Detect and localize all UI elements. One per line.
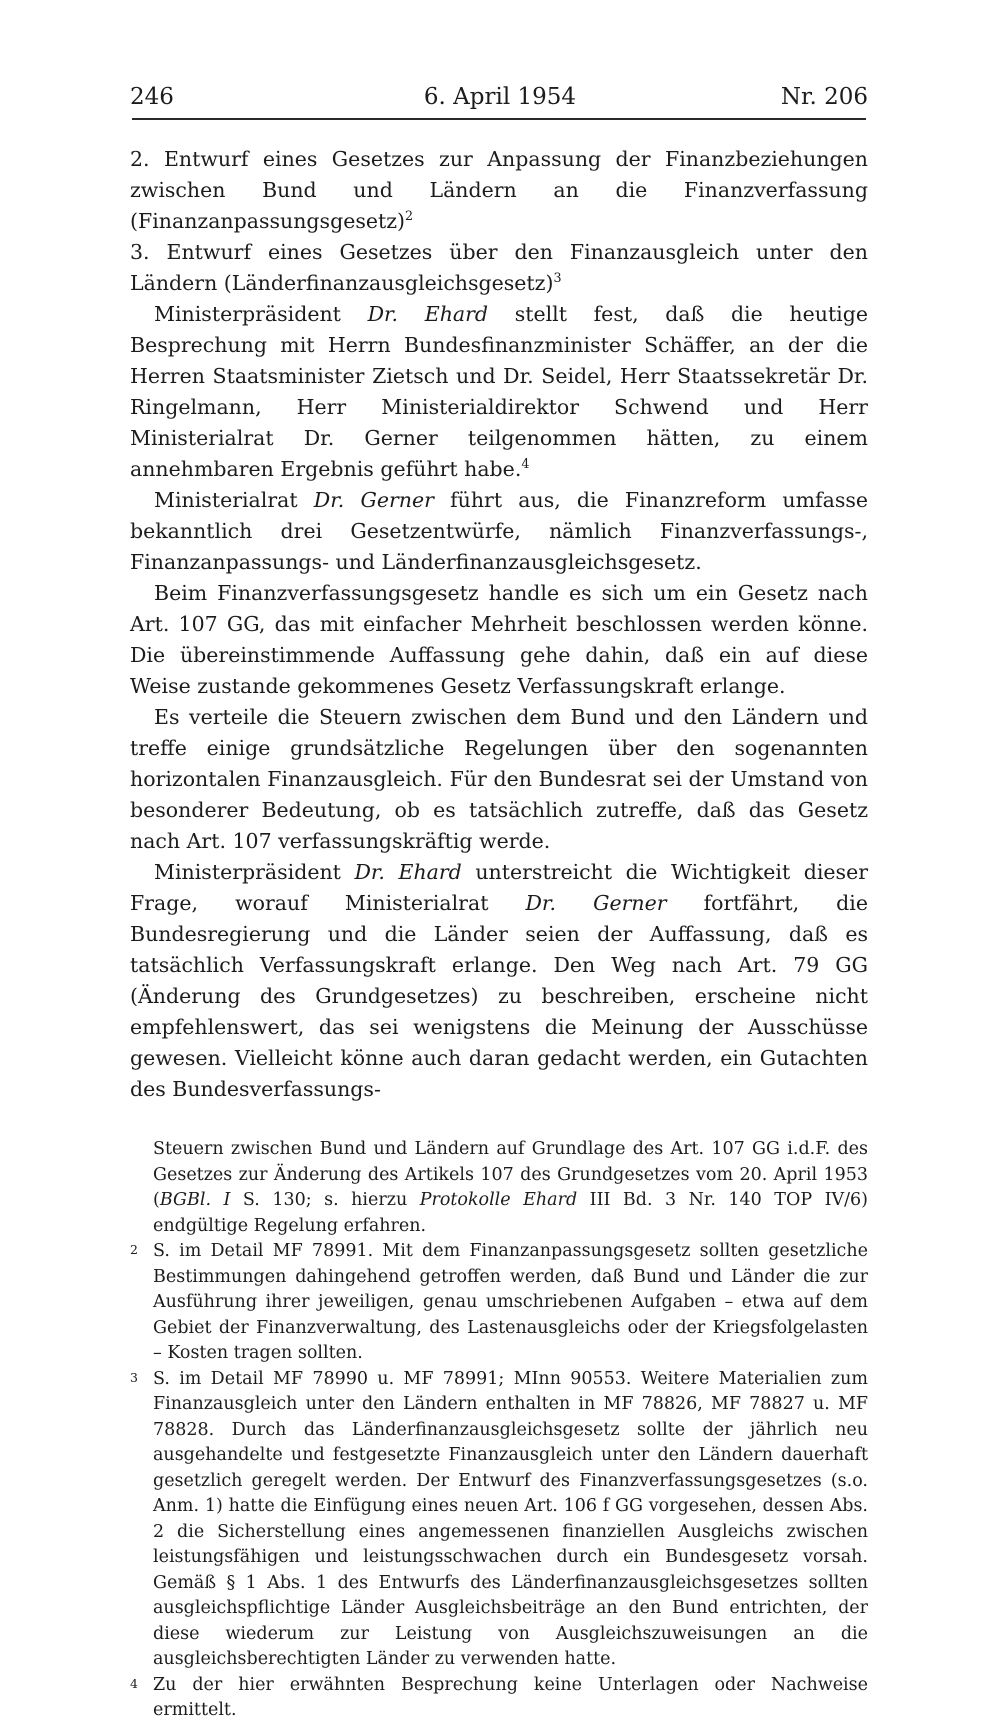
page-number: 246 [130,84,174,110]
footnote-3 [130,1367,868,1673]
text-segment: Ministerpräsident [154,860,355,884]
footnote-continuation [153,1137,868,1239]
footnote-text [153,1369,868,1670]
text-segment: S. im Detail MF 78991. Mit dem Finanzanpassungsgesetz sollten gesetzliche Bestimmungen dahingehend getroffen werden, daß Bund und Länder die zur Ausführung ihrer jeweiligen, genau umschriebenen Aufgaben – etwa auf dem Gebiet der Finanzverwaltung, des Lastenausgleichs oder der Kriegsfolgelasten – Kosten tragen sollten. [153,1241,868,1363]
page-header [130,84,868,110]
italic-text: Dr. Ehard [367,302,489,326]
text-segment: 3. Entwurf eines Gesetzes über den Finanzausgleich unter den Ländern (Länderfinanzausgleichsgesetz) [130,240,868,295]
footnote-text [153,1139,868,1236]
body-paragraph [130,485,868,578]
text-segment: Ministerialrat [154,488,314,512]
footnote-4 [130,1673,868,1724]
text-segment: führt aus, die Finanzreform umfasse bekanntlich drei Gesetzentwürfe, nämlich Finanzverfassungs-, Finanzanpassungs- und Länderfinanzausgleichsgesetz. [130,488,868,574]
footnote-marker: 4 [130,1675,138,1691]
main-text-block [130,144,868,1105]
footnote-reference: 2 [405,208,414,224]
body-paragraph [130,857,868,1105]
header-date: 6. April 1954 [423,84,577,110]
italic-text: Dr. Gerner [313,488,434,512]
footnote-2 [130,1239,868,1367]
body-paragraph [130,237,868,299]
footnote-marker: 2 [130,1242,138,1257]
body-paragraph [130,578,868,702]
footnote-text [153,1675,868,1721]
footnote-text [153,1241,868,1363]
text-segment: S. 130; s. hierzu [230,1190,420,1210]
footnotes-section [130,1137,868,1724]
text-segment: Steuern zwischen Bund und Ländern auf Grundlage des Art. 107 GG i.d.F. des Gesetzes zur Änderung des Artikels 107 des Grundgesetzes vom 20. April 1953 ( [153,1139,868,1210]
text-segment: stellt fest, daß die heutige Besprechung mit Herrn Bundesfinanzminister Schäffer, an der die Herren Staatsminister Zietsch und Dr. Seidel, Herr Staatssekretär Dr. Ringelmann, Herr Ministerialdirektor Schwend und Herr Ministerialrat Dr. Gerner teilgenommen hätten, zu einem annehmbaren Ergebnis geführt habe. [130,302,868,481]
text-segment: unterstreicht die Wichtigkeit dieser Frage, worauf Ministerialrat [130,860,868,915]
text-segment: III Bd. 3 Nr. 140 TOP IV/6) endgültige Regelung erfahren. [153,1190,868,1236]
text-segment: Beim Finanzverfassungsgesetz handle es sich um ein Gesetz nach Art. 107 GG, das mit einfacher Mehrheit beschlossen werden könne. Die übereinstimmende Auffassung gehe dahin, daß ein auf diese Weise zustande gekommenes Gesetz Verfassungskraft erlange. [130,581,868,698]
body-paragraph [130,299,868,485]
text-segment: Es verteile die Steuern zwischen dem Bund und den Ländern und treffe einige grundsätzliche Regelungen über den sogenannten horizontalen Finanzausgleich. Für den Bundesrat sei der Umstand von besonderer Bedeutung, ob es tatsächlich zutreffe, daß das Gesetz nach Art. 107 verfassungskräftig werde. [130,705,868,853]
italic-text: Dr. Ehard [354,860,462,884]
header-issue-number: Nr. 206 [780,84,868,110]
italic-text: BGBl. I [159,1190,231,1210]
footnote-reference: 4 [521,456,530,472]
italic-text: Protokolle Ehard [419,1190,578,1210]
header-rule [132,118,866,120]
body-paragraph [130,144,868,237]
text-segment: fortfährt, die Bundesregierung und die Länder seien der Auffassung, daß es tatsächlich Verfassungskraft erlange. Den Weg nach Art. 79 GG (Änderung des Grundgesetzes) zu beschreiben, erscheine nicht empfehlenswert, das sei wenigstens die Meinung der Ausschüsse gewesen. Vielleicht könne auch daran gedacht werden, ein Gutachten des Bundesverfassungs- [130,891,868,1101]
text-segment: 2. Entwurf eines Gesetzes zur Anpassung der Finanzbeziehungen zwischen Bund und Ländern an die Finanzverfassung (Finanzanpassungsgesetz) [130,147,868,233]
footnote-marker: 3 [130,1369,138,1385]
footnote-reference: 3 [553,270,562,286]
text-segment: S. im Detail MF 78990 u. MF 78991; MInn 90553. Weitere Materialien zum Finanzausgleich unter den Ländern enthalten in MF 78826, MF 78827 u. MF 78828. Durch das Länderfinanzausgleichsgesetz sollte der jährlich neu ausgehandelte und festgesetzte Finanzausgleich unter den Ländern dauerhaft gesetzlich geregelt werden. Der Entwurf des Finanzverfassungsgesetzes (s.o. Anm. 1) hatte die Einfügung eines neuen Art. 106 f GG vorgesehen, dessen Abs. 2 die Sicherstellung eines angemessenen finanziellen Ausgleichs zwischen leistungsfähigen und leistungsschwachen durch ein Bundesgesetz vorsah. Gemäß § 1 Abs. 1 des Entwurfs des Länderfinanzausgleichsgesetzes sollten ausgleichspflichtige Länder Ausgleichsbeiträge an den Bund entrichten, der diese wiederum zur Leistung von Ausgleichszuweisungen an die ausgleichsberechtigten Länder zu verwenden hatte. [153,1368,868,1669]
text-segment: Zu der hier erwähnten Besprechung keine Unterlagen oder Nachweise ermittelt. [153,1674,868,1720]
body-paragraph [130,702,868,857]
text-segment: Ministerpräsident [154,302,368,326]
italic-text: Dr. Gerner [525,891,667,915]
